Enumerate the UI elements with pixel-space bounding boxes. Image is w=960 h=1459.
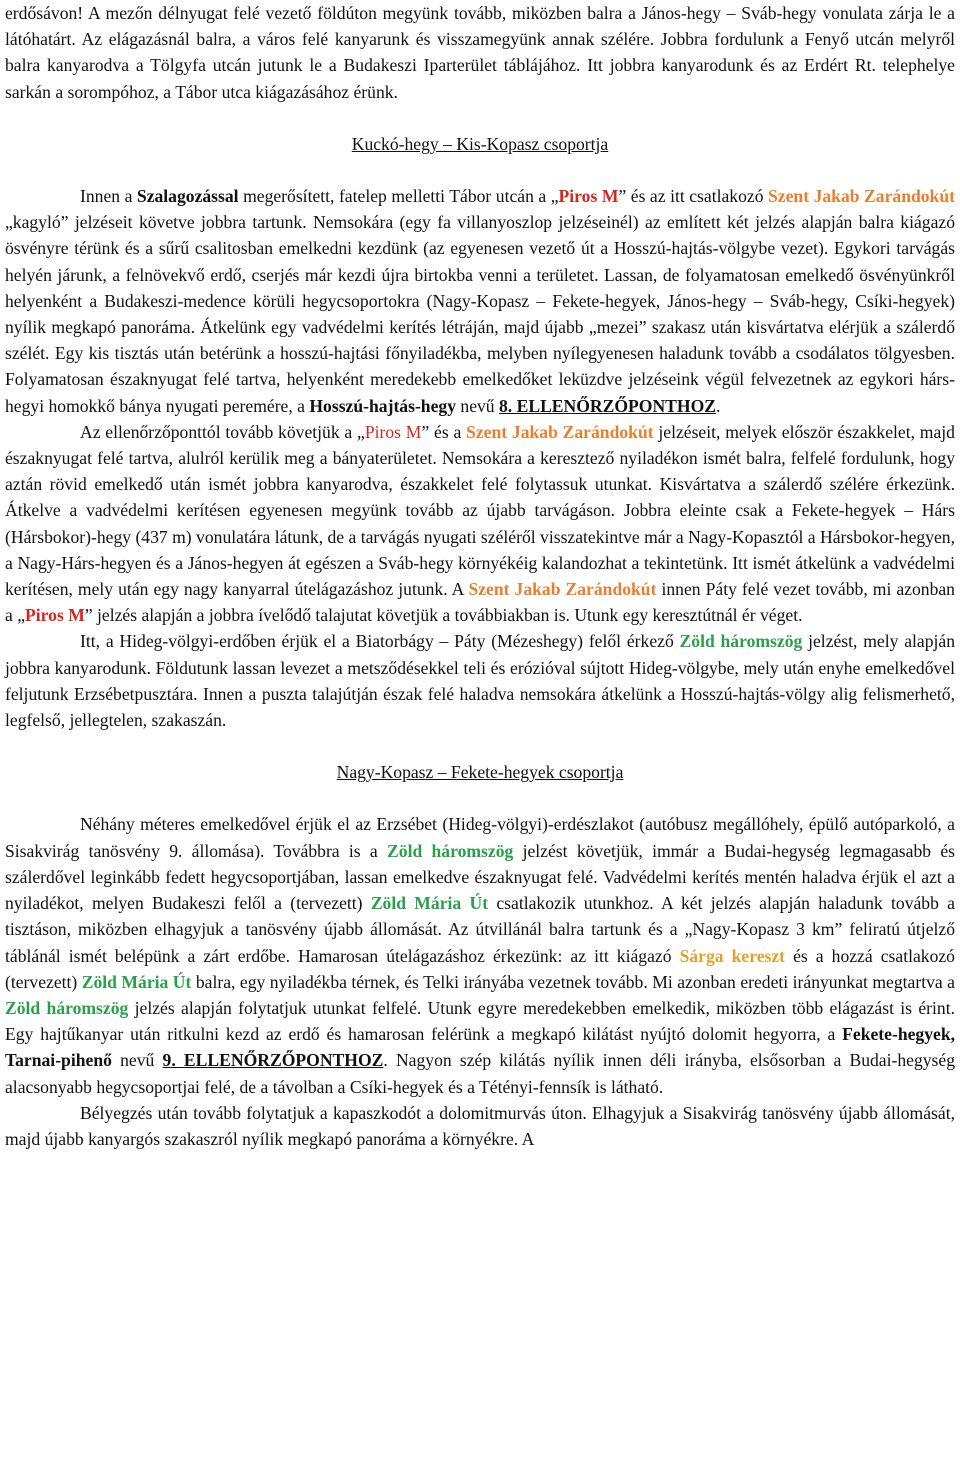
zold-haromszog-marker: Zöld háromszög <box>387 840 514 861</box>
szent-jakab-marker: Szent Jakab Zarándokút <box>466 421 654 442</box>
sarga-kereszt-marker: Sárga kereszt <box>679 945 786 966</box>
checkpoint-9: 9. ELLENŐRZŐPONTHOZ <box>162 1050 384 1071</box>
piros-m-marker: Piros M <box>364 421 422 442</box>
zold-haromszog-marker: Zöld háromszög <box>679 631 803 652</box>
zold-maria-ut-marker: Zöld Mária Út <box>81 971 192 992</box>
section-heading-kucko: Kuckó-hegy – Kis-Kopasz csoportja <box>351 133 609 154</box>
intro-paragraph: erdősávon! A mezőn délnyugat felé vezető földúton megyünk tovább, miközben balra a János-hegy – Sváb-hegy vonulata zárja le a látóhatárt. Az elágazásnál balra, a város felé kanyarunk és visszamegyünk annak szélére. Jobbra fordulunk a Fenyő utcán melyről balra kanyarodva a Tölgyfa utcán jutunk le a Budakeszi Iparterület táblájához. Itt jobbra kanyarodunk és az Erdért Rt. telephelye sarkán a sorompóhoz, a Tábor utca kiágazásához érünk. <box>5 3 955 102</box>
szalagozas-term: Szalagozással <box>136 186 239 207</box>
zold-maria-ut-marker: Zöld Mária Út <box>370 893 489 914</box>
paragraph: Az ellenőrzőponttól tovább követjük a „Piros M” és a Szent Jakab Zarándokút jelzéseit, melyek először északkelet, majd északnyugat felé tartva, alulról kerülik meg a bányaterületet. Nemsokára a keresztező nyiladékon ismét balra, felfelé fordulunk, hogy aztán rövid emelkedő után ismét jobbra kanyarodva, északkelet felé folytassuk utunkat. Kisvártatva a szálerdő szélére érkezünk. Átkelve a vadvédelmi kerítésen egyenesen megyünk tovább az újabb tarvágáson. Jobbra eleinte csak a Fekete-hegyek – Hárs (Hársbokor)-hegy (437 m) vonulatára látunk, de a tarvágás nyugati széléről visszatekintve már a Nagy-Kopasztól a Hársbokor-hegyen, a Nagy-Hárs-hegyen és a János-hegyen át egészen a Sváb-hegy környékéig kalandozhat a tekintetünk. Itt ismét átkelünk a vadvédelmi kerítésen, mely után egy nagy kanyarral útelágazáshoz jutunk. A Szent Jakab Zarándokút innen Páty felé vezet tovább, mi azonban a „Piros M” jelzés alapján a jobbra ívelődő talajutat követjük a továbbiakban is. Utunk egy keresztútnál ér véget. <box>5 421 955 626</box>
paragraph: Bélyegzés után tovább folytatjuk a kapaszkodót a dolomitmurvás úton. Elhagyjuk a Sisakvirág tanösvény újabb állomását, majd újabb kanyargós szakaszról nyílik megkapó panoráma a környékre. A <box>5 1102 955 1149</box>
checkpoint-8: 8. ELLENŐRZŐPONTHOZ <box>499 395 717 416</box>
piros-m-marker: Piros M <box>25 605 85 626</box>
place-name: Fekete-hegyek, Tarnai-pihenő <box>5 1024 955 1071</box>
szent-jakab-marker: Szent Jakab Zarándokút <box>468 579 657 600</box>
piros-m-marker: Piros M <box>558 186 619 207</box>
paragraph: Innen a Szalagozással megerősített, fatelep melletti Tábor utcán a „Piros M” és az itt csatlakozó Szent Jakab Zarándokút „kagyló” jelzéseit követve jobbra tartunk. Nemsokára (egy fa villanyoszlop jelzéseinél) az említett két jelzés alapján balra kiágazó ösvényre térünk és a sűrű csalitosban emelkedni kezdünk (az egyenesen vezető út a Hosszú-hajtás-völgybe vezet). Egykori tarvágás helyén járunk, a felnövekvő erdő, cserjés már kezdi újra birtokba venni a területet. Lassan, de folyamatosan emelkedő ösvényünkről helyenként a Budakeszi-medence körüli hegycsoportokra (Nagy-Kopasz – Fekete-hegyek, János-hegy – Sváb-hegy, Csíki-hegyek) nyílik megkapó panoráma. Átkelünk egy vadvédelmi kerítés létráján, majd újabb „mezei” szakasz után kisvártatva elérjük a szálerdő szélét. Egy kis tisztás után betérünk a hosszú-hajtási főnyiladékba, melyben nyílegyenesen haladunk tovább a csodálatos tölgyesben. Folyamatosan északnyugat felé tartva, helyenként meredekebb emelkedőket leküzdve jelzéseink végül felvezetnek az egykori hárs-hegyi homokkő bánya nyugati peremére, a Hosszú-hajtás-hegy nevű 8. ELLENŐRZŐPONTHOZ. <box>5 186 955 416</box>
szent-jakab-marker: Szent Jakab Zarándokút <box>768 186 955 207</box>
section-heading-nagy-kopasz: Nagy-Kopasz – Fekete-hegyek csoportja <box>336 762 624 783</box>
paragraph: Néhány méteres emelkedővel érjük el az Erzsébet (Hideg-völgyi)-erdészlakot (autóbusz megállóhely, épülő autóparkoló, a Sisakvirág tanösvény 9. állomása). Továbbra is a Zöld háromszög jelzést követjük, immár a Budai-hegység legmagasabb és szálerdővel leginkább fedett hegycsoportjában, lassan emelkedve északnyugat felé. Vadvédelmi kerítés mentén haladva érjük el azt a nyiladékot, melyen Budakeszi felől a (tervezett) Zöld Mária Út csatlakozik utunkhoz. A két jelzés alapján haladunk tovább a tisztáson, miközben elhagyjuk a tanösvény újabb állomását. Az útvillánál balra tartunk és a „Nagy-Kopasz 3 km” feliratú útjelző táblánál ismét belépünk a zárt erdőbe. Hamarosan útelágazáshoz érkezünk: az itt kiágazó Sárga kereszt és a hozzá csatlakozó (tervezett) Zöld Mária Út balra, egy nyiladékba térnek, és Telki irányába vezetnek tovább. Mi azonban eredeti irányunkat megtartva a Zöld háromszög jelzés alapján folytatjuk utunkat felfelé. Utunk egyre meredekebben emelkedik, miközben több elágazást is érint. Egy hajtűkanyar után ritkulni kezd az erdő és hamarosan felérünk a megkapó kilátást nyújtó dolomit hegyorra, a Fekete-hegyek, Tarnai-pihenő nevű 9. ELLENŐRZŐPONTHOZ. Nagyon szép kilátás nyílik innen déli irányba, elsősorban a Budai-hegység alacsonyabb hegycsoportjai felé, de a távolban a Csíki-hegyek és a Tétényi-fennsík is látható. <box>5 814 956 1097</box>
paragraph: Itt, a Hideg-völgyi-erdőben érjük el a Biatorbágy – Páty (Mézeshegy) felől érkező Zöld háromszög jelzést, mely alapján jobbra kanyarodunk. Földutunk lassan levezet a metsződésekkel teli és erózióval sújtott Hideg-völgybe, mely után enyhe emelkedővel feljutunk Erzsébetpusztára. Innen a puszta talajútján észak felé haladva nemsokára átkelünk a Hosszú-hajtás-völgy alig felismerhető, legfelső, jellegtelen, szakaszán. <box>5 631 955 731</box>
zold-haromszog-marker: Zöld háromszög <box>5 997 129 1018</box>
place-name: Hosszú-hajtás-hegy <box>309 395 456 416</box>
